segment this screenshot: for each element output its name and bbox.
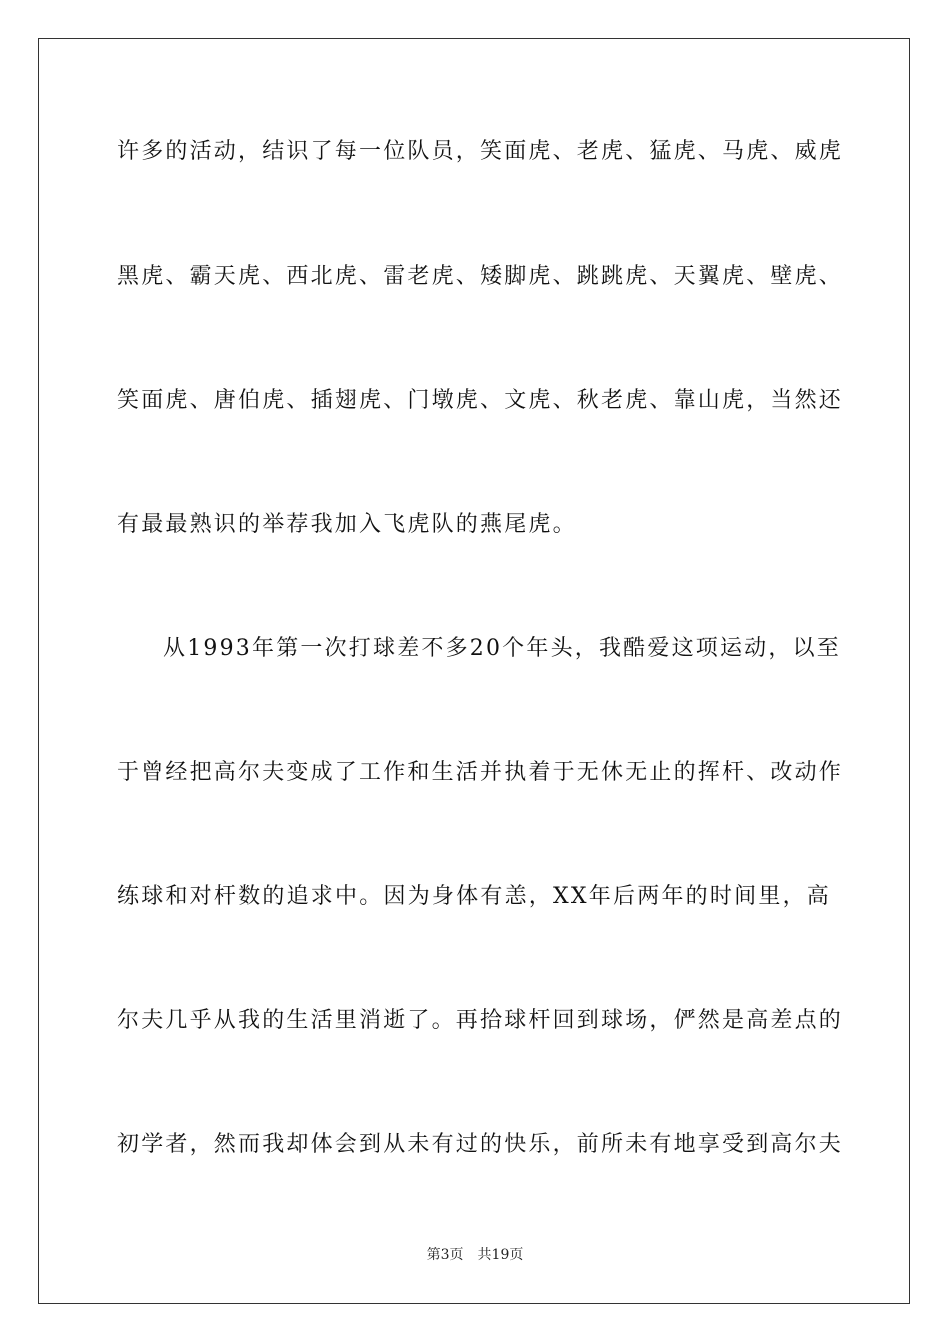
- page-number-current: 第3页: [426, 1247, 464, 1263]
- page-border: [38, 38, 910, 1304]
- paragraph-line-9: 初学者，然而我却体会到从未有过的快乐，前所未有地享受到高尔夫: [117, 1132, 844, 1157]
- paragraph-line-2: 黑虎、霸天虎、西北虎、雷老虎、矮脚虎、跳跳虎、天翼虎、壁虎、: [117, 264, 844, 289]
- paragraph-line-8: 尔夫几乎从我的生活里消逝了。再拾球杆回到球场，俨然是高差点的: [117, 1008, 844, 1033]
- paragraph-line-1: 许多的活动，结识了每一位队员，笑面虎、老虎、猛虎、马虎、威虎: [117, 139, 844, 164]
- paragraph-line-3: 笑面虎、唐伯虎、插翅虎、门墩虎、文虎、秋老虎、靠山虎，当然还: [117, 388, 844, 413]
- paragraph-line-7: 练球和对杆数的追求中。因为身体有恙，XX年后两年的时间里，高: [117, 884, 831, 909]
- page-footer: [0, 1246, 950, 1264]
- paragraph-line-5: 从1993年第一次打球差不多20个年头，我酷爱这项运动，以至: [163, 636, 841, 661]
- page-number-total: 共19页: [477, 1247, 524, 1263]
- paragraph-line-6: 于曾经把高尔夫变成了工作和生活并执着于无休无止的挥杆、改动作: [117, 760, 844, 785]
- paragraph-line-4: 有最最熟识的举荐我加入飞虎队的燕尾虎。: [117, 512, 577, 537]
